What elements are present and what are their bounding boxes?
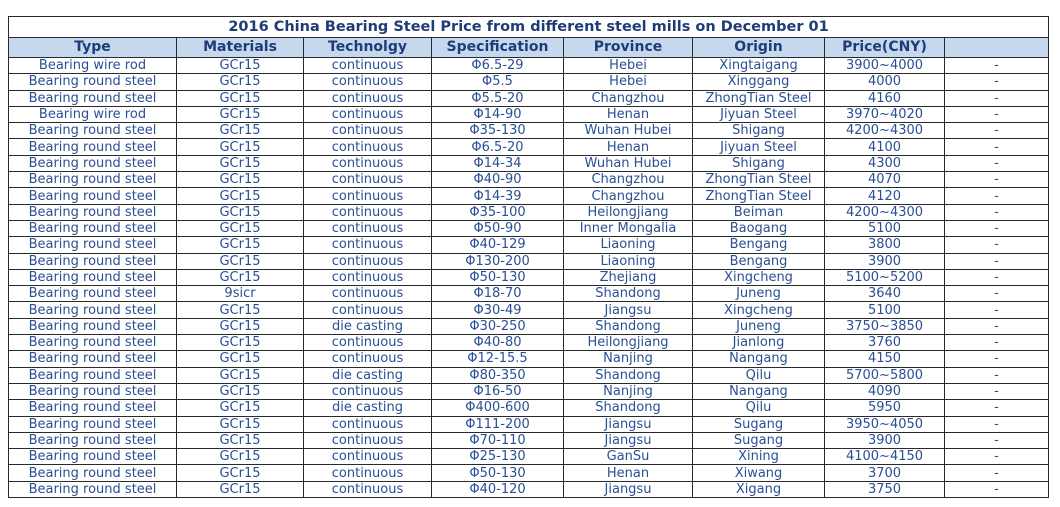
cell-specification: Φ5.5-20 xyxy=(432,90,564,106)
cell-province: Shandong xyxy=(564,400,693,416)
cell-price: 4300 xyxy=(825,155,945,171)
cell-materials: GCr15 xyxy=(177,123,304,139)
cell-note: - xyxy=(945,383,1049,399)
cell-price: 3800 xyxy=(825,237,945,253)
table-row xyxy=(9,400,1049,416)
cell-note: - xyxy=(945,400,1049,416)
cell-province: Heilongjiang xyxy=(564,204,693,220)
cell-price: 4200~4300 xyxy=(825,204,945,220)
cell-origin: ZhongTian Steel xyxy=(693,188,825,204)
cell-note: - xyxy=(945,335,1049,351)
cell-price: 4200~4300 xyxy=(825,123,945,139)
cell-origin: Bengang xyxy=(693,237,825,253)
table-body xyxy=(9,58,1049,498)
cell-technology: continuous xyxy=(304,204,432,220)
cell-type: Bearing round steel xyxy=(9,204,177,220)
cell-origin: Shigang xyxy=(693,155,825,171)
cell-specification: Φ25-130 xyxy=(432,449,564,465)
cell-note: - xyxy=(945,106,1049,122)
cell-technology: continuous xyxy=(304,172,432,188)
table-row xyxy=(9,204,1049,220)
cell-price: 4150 xyxy=(825,351,945,367)
cell-specification: Φ14-34 xyxy=(432,155,564,171)
table-row xyxy=(9,318,1049,334)
table-row xyxy=(9,188,1049,204)
cell-province: Changzhou xyxy=(564,188,693,204)
cell-specification: Φ6.5-20 xyxy=(432,139,564,155)
cell-province: Henan xyxy=(564,465,693,481)
cell-technology: continuous xyxy=(304,237,432,253)
column-header-specification: Specification xyxy=(432,38,564,58)
cell-specification: Φ80-350 xyxy=(432,367,564,383)
column-header-province: Province xyxy=(564,38,693,58)
cell-specification: Φ70-110 xyxy=(432,432,564,448)
cell-note: - xyxy=(945,318,1049,334)
cell-province: Shandong xyxy=(564,318,693,334)
cell-province: Zhejiang xyxy=(564,269,693,285)
cell-type: Bearing round steel xyxy=(9,123,177,139)
cell-origin: Nangang xyxy=(693,383,825,399)
cell-type: Bearing round steel xyxy=(9,481,177,497)
cell-technology: continuous xyxy=(304,90,432,106)
cell-origin: Juneng xyxy=(693,318,825,334)
cell-technology: continuous xyxy=(304,432,432,448)
cell-materials: GCr15 xyxy=(177,383,304,399)
cell-type: Bearing round steel xyxy=(9,465,177,481)
cell-materials: GCr15 xyxy=(177,139,304,155)
cell-technology: continuous xyxy=(304,106,432,122)
cell-province: Inner Mongalia xyxy=(564,220,693,236)
cell-technology: continuous xyxy=(304,383,432,399)
cell-technology: continuous xyxy=(304,481,432,497)
cell-type: Bearing round steel xyxy=(9,188,177,204)
cell-specification: Φ35-100 xyxy=(432,204,564,220)
cell-specification: Φ130-200 xyxy=(432,253,564,269)
cell-origin: Xingcheng xyxy=(693,302,825,318)
cell-specification: Φ111-200 xyxy=(432,416,564,432)
cell-technology: continuous xyxy=(304,286,432,302)
cell-province: Liaoning xyxy=(564,253,693,269)
cell-province: Jiangsu xyxy=(564,481,693,497)
cell-note: - xyxy=(945,58,1049,74)
cell-origin: Sugang xyxy=(693,432,825,448)
column-header-price: Price(CNY) xyxy=(825,38,945,58)
cell-origin: Jiyuan Steel xyxy=(693,139,825,155)
cell-note: - xyxy=(945,302,1049,318)
cell-origin: Baogang xyxy=(693,220,825,236)
cell-type: Bearing round steel xyxy=(9,220,177,236)
cell-materials: GCr15 xyxy=(177,74,304,90)
cell-materials: GCr15 xyxy=(177,318,304,334)
cell-materials: GCr15 xyxy=(177,204,304,220)
cell-materials: GCr15 xyxy=(177,302,304,318)
cell-materials: GCr15 xyxy=(177,351,304,367)
cell-origin: Xigang xyxy=(693,481,825,497)
cell-materials: 9sicr xyxy=(177,286,304,302)
cell-technology: die casting xyxy=(304,367,432,383)
cell-technology: continuous xyxy=(304,351,432,367)
table-row xyxy=(9,220,1049,236)
cell-specification: Φ14-90 xyxy=(432,106,564,122)
table-row xyxy=(9,58,1049,74)
cell-type: Bearing round steel xyxy=(9,74,177,90)
table-row xyxy=(9,123,1049,139)
table-row xyxy=(9,367,1049,383)
cell-technology: continuous xyxy=(304,155,432,171)
cell-technology: die casting xyxy=(304,318,432,334)
cell-note: - xyxy=(945,367,1049,383)
cell-province: Henan xyxy=(564,106,693,122)
cell-technology: continuous xyxy=(304,74,432,90)
table-row xyxy=(9,432,1049,448)
cell-materials: GCr15 xyxy=(177,58,304,74)
cell-type: Bearing round steel xyxy=(9,432,177,448)
cell-specification: Φ50-130 xyxy=(432,269,564,285)
cell-technology: continuous xyxy=(304,302,432,318)
cell-price: 3900~4000 xyxy=(825,58,945,74)
table-row xyxy=(9,302,1049,318)
cell-province: Henan xyxy=(564,139,693,155)
cell-price: 4160 xyxy=(825,90,945,106)
cell-specification: Φ400-600 xyxy=(432,400,564,416)
cell-origin: Beiman xyxy=(693,204,825,220)
cell-origin: Jiyuan Steel xyxy=(693,106,825,122)
cell-specification: Φ40-129 xyxy=(432,237,564,253)
cell-origin: Xinggang xyxy=(693,74,825,90)
cell-origin: Nangang xyxy=(693,351,825,367)
cell-specification: Φ50-90 xyxy=(432,220,564,236)
cell-price: 3900 xyxy=(825,253,945,269)
cell-price: 3760 xyxy=(825,335,945,351)
column-header-technology: Technolgy xyxy=(304,38,432,58)
cell-price: 4100 xyxy=(825,139,945,155)
cell-origin: Sugang xyxy=(693,416,825,432)
cell-province: Shandong xyxy=(564,367,693,383)
cell-type: Bearing round steel xyxy=(9,367,177,383)
cell-origin: Jianlong xyxy=(693,335,825,351)
cell-price: 4120 xyxy=(825,188,945,204)
cell-type: Bearing round steel xyxy=(9,155,177,171)
cell-type: Bearing round steel xyxy=(9,383,177,399)
column-header-type: Type xyxy=(9,38,177,58)
cell-origin: Xingcheng xyxy=(693,269,825,285)
cell-origin: Xingtaigang xyxy=(693,58,825,74)
cell-materials: GCr15 xyxy=(177,432,304,448)
cell-type: Bearing round steel xyxy=(9,90,177,106)
cell-province: Heilongjiang xyxy=(564,335,693,351)
cell-price: 5100 xyxy=(825,302,945,318)
cell-province: Changzhou xyxy=(564,172,693,188)
cell-type: Bearing round steel xyxy=(9,139,177,155)
table-row xyxy=(9,481,1049,497)
cell-type: Bearing wire rod xyxy=(9,58,177,74)
cell-specification: Φ30-49 xyxy=(432,302,564,318)
table-row xyxy=(9,269,1049,285)
cell-province: Shandong xyxy=(564,286,693,302)
table-row xyxy=(9,416,1049,432)
table-row xyxy=(9,139,1049,155)
cell-type: Bearing round steel xyxy=(9,269,177,285)
cell-type: Bearing round steel xyxy=(9,237,177,253)
cell-technology: continuous xyxy=(304,335,432,351)
table-row xyxy=(9,449,1049,465)
cell-note: - xyxy=(945,481,1049,497)
cell-materials: GCr15 xyxy=(177,465,304,481)
cell-materials: GCr15 xyxy=(177,269,304,285)
cell-origin: Juneng xyxy=(693,286,825,302)
table-row xyxy=(9,335,1049,351)
cell-specification: Φ40-80 xyxy=(432,335,564,351)
table-row xyxy=(9,253,1049,269)
cell-technology: continuous xyxy=(304,416,432,432)
cell-note: - xyxy=(945,172,1049,188)
cell-materials: GCr15 xyxy=(177,416,304,432)
column-header-materials: Materials xyxy=(177,38,304,58)
cell-province: GanSu xyxy=(564,449,693,465)
cell-province: Hebei xyxy=(564,58,693,74)
cell-type: Bearing round steel xyxy=(9,416,177,432)
cell-price: 5100~5200 xyxy=(825,269,945,285)
cell-materials: GCr15 xyxy=(177,449,304,465)
cell-note: - xyxy=(945,90,1049,106)
cell-price: 3900 xyxy=(825,432,945,448)
cell-note: - xyxy=(945,351,1049,367)
cell-price: 5100 xyxy=(825,220,945,236)
cell-origin: Qilu xyxy=(693,367,825,383)
cell-origin: Shigang xyxy=(693,123,825,139)
cell-origin: Xiwang xyxy=(693,465,825,481)
table-row xyxy=(9,237,1049,253)
cell-type: Bearing wire rod xyxy=(9,106,177,122)
cell-price: 4100~4150 xyxy=(825,449,945,465)
cell-specification: Φ35-130 xyxy=(432,123,564,139)
cell-specification: Φ30-250 xyxy=(432,318,564,334)
price-table xyxy=(8,16,1049,498)
column-header-note xyxy=(945,38,1049,58)
cell-materials: GCr15 xyxy=(177,155,304,171)
cell-province: Wuhan Hubei xyxy=(564,155,693,171)
cell-technology: continuous xyxy=(304,253,432,269)
cell-type: Bearing round steel xyxy=(9,172,177,188)
cell-specification: Φ6.5-29 xyxy=(432,58,564,74)
cell-technology: continuous xyxy=(304,465,432,481)
cell-specification: Φ40-120 xyxy=(432,481,564,497)
cell-note: - xyxy=(945,286,1049,302)
cell-materials: GCr15 xyxy=(177,367,304,383)
cell-type: Bearing round steel xyxy=(9,335,177,351)
cell-specification: Φ14-39 xyxy=(432,188,564,204)
cell-technology: continuous xyxy=(304,220,432,236)
cell-materials: GCr15 xyxy=(177,220,304,236)
table-row xyxy=(9,172,1049,188)
table-row xyxy=(9,74,1049,90)
cell-technology: continuous xyxy=(304,449,432,465)
cell-province: Nanjing xyxy=(564,383,693,399)
table-row xyxy=(9,351,1049,367)
cell-origin: Qilu xyxy=(693,400,825,416)
table-row xyxy=(9,155,1049,171)
cell-note: - xyxy=(945,204,1049,220)
cell-materials: GCr15 xyxy=(177,335,304,351)
cell-specification: Φ40-90 xyxy=(432,172,564,188)
cell-price: 5700~5800 xyxy=(825,367,945,383)
cell-note: - xyxy=(945,188,1049,204)
cell-price: 3700 xyxy=(825,465,945,481)
cell-price: 3750~3850 xyxy=(825,318,945,334)
cell-technology: continuous xyxy=(304,123,432,139)
cell-price: 3970~4020 xyxy=(825,106,945,122)
cell-materials: GCr15 xyxy=(177,400,304,416)
table-title: 2016 China Bearing Steel Price from different steel mills on December 01 xyxy=(9,17,1049,38)
cell-specification: Φ12-15.5 xyxy=(432,351,564,367)
cell-note: - xyxy=(945,432,1049,448)
cell-province: Changzhou xyxy=(564,90,693,106)
cell-note: - xyxy=(945,449,1049,465)
cell-note: - xyxy=(945,416,1049,432)
cell-province: Jiangsu xyxy=(564,432,693,448)
cell-province: Hebei xyxy=(564,74,693,90)
cell-note: - xyxy=(945,269,1049,285)
cell-materials: GCr15 xyxy=(177,237,304,253)
cell-note: - xyxy=(945,123,1049,139)
cell-note: - xyxy=(945,253,1049,269)
cell-province: Liaoning xyxy=(564,237,693,253)
cell-origin: Xining xyxy=(693,449,825,465)
cell-materials: GCr15 xyxy=(177,90,304,106)
cell-province: Wuhan Hubei xyxy=(564,123,693,139)
cell-province: Nanjing xyxy=(564,351,693,367)
cell-type: Bearing round steel xyxy=(9,449,177,465)
cell-origin: ZhongTian Steel xyxy=(693,90,825,106)
cell-specification: Φ16-50 xyxy=(432,383,564,399)
cell-specification: Φ18-70 xyxy=(432,286,564,302)
cell-note: - xyxy=(945,155,1049,171)
cell-materials: GCr15 xyxy=(177,253,304,269)
cell-technology: continuous xyxy=(304,188,432,204)
cell-materials: GCr15 xyxy=(177,481,304,497)
cell-note: - xyxy=(945,237,1049,253)
column-header-origin: Origin xyxy=(693,38,825,58)
header-row xyxy=(9,38,1049,58)
cell-origin: Bengang xyxy=(693,253,825,269)
table-row xyxy=(9,465,1049,481)
cell-price: 3950~4050 xyxy=(825,416,945,432)
cell-note: - xyxy=(945,465,1049,481)
cell-technology: die casting xyxy=(304,400,432,416)
cell-province: Jiangsu xyxy=(564,416,693,432)
cell-price: 4000 xyxy=(825,74,945,90)
cell-technology: continuous xyxy=(304,269,432,285)
cell-price: 4090 xyxy=(825,383,945,399)
cell-type: Bearing round steel xyxy=(9,253,177,269)
cell-materials: GCr15 xyxy=(177,106,304,122)
cell-specification: Φ50-130 xyxy=(432,465,564,481)
cell-specification: Φ5.5 xyxy=(432,74,564,90)
cell-note: - xyxy=(945,220,1049,236)
cell-materials: GCr15 xyxy=(177,172,304,188)
table-row xyxy=(9,286,1049,302)
table-row xyxy=(9,106,1049,122)
cell-type: Bearing round steel xyxy=(9,302,177,318)
cell-type: Bearing round steel xyxy=(9,400,177,416)
cell-price: 3750 xyxy=(825,481,945,497)
table-row xyxy=(9,383,1049,399)
cell-type: Bearing round steel xyxy=(9,318,177,334)
cell-type: Bearing round steel xyxy=(9,351,177,367)
cell-price: 4070 xyxy=(825,172,945,188)
cell-type: Bearing round steel xyxy=(9,286,177,302)
cell-technology: continuous xyxy=(304,139,432,155)
cell-note: - xyxy=(945,74,1049,90)
price-table-container xyxy=(8,16,1048,498)
cell-origin: ZhongTian Steel xyxy=(693,172,825,188)
cell-price: 3640 xyxy=(825,286,945,302)
cell-province: Jiangsu xyxy=(564,302,693,318)
cell-technology: continuous xyxy=(304,58,432,74)
table-row xyxy=(9,90,1049,106)
cell-materials: GCr15 xyxy=(177,188,304,204)
cell-price: 5950 xyxy=(825,400,945,416)
cell-note: - xyxy=(945,139,1049,155)
